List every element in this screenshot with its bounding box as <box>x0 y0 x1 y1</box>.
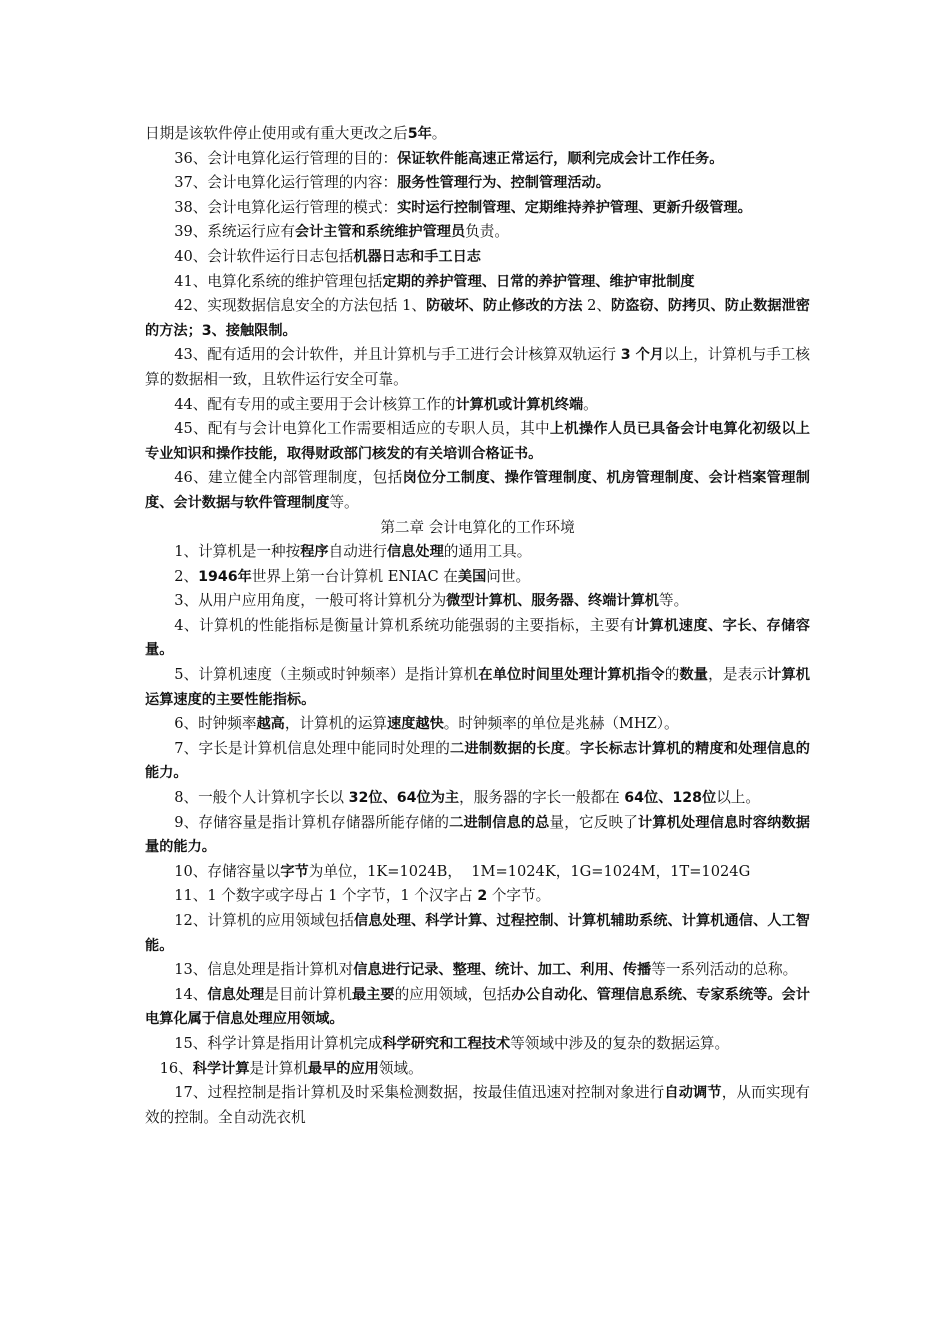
text-segment: 为单位，1K=1024B， 1M=1024K，1G=1024M，1T=1024G <box>308 862 751 880</box>
bold-text: 64位、128位 <box>624 790 717 807</box>
bold-text: 科学计算 <box>192 1060 250 1077</box>
chapter-title <box>145 516 810 541</box>
bold-text: 5年 <box>407 126 432 142</box>
bold-text: 岗位分工制度、操作管理制度、机房管理制度、会计档案管理制度、会计数据与软件管理制度 <box>145 470 810 511</box>
list-item <box>145 171 810 196</box>
bold-text: 机器日志和手工日志 <box>353 248 481 265</box>
text-segment: 4、计算机的性能指标是衡量计算机系统功能强弱的主要指标，主要有 <box>174 616 635 634</box>
text-segment: 45、配有与会计电算化工作需要相适应的专职人员，其中 <box>174 420 550 438</box>
text-segment: 46、建立健全内部管理制度，包括 <box>174 469 403 487</box>
text-segment: 17、过程控制是指计算机及时采集检测数据，按最佳值迅速对控制对象进行 <box>174 1084 665 1102</box>
text-segment: 。 <box>431 125 447 142</box>
text-segment: 7、字长是计算机信息处理中能同时处理的 <box>174 739 451 757</box>
bold-text: 字长标志计算机的精度和处理信息的能力。 <box>145 740 810 782</box>
bold-text: 越高 <box>256 716 285 733</box>
bold-text: 实时运行控制管理、定期维持养护管理、更新升级管理。 <box>397 199 752 216</box>
bold-text: 信息处理 <box>387 544 444 561</box>
list-item <box>145 589 810 614</box>
text-segment: 13、信息处理是指计算机对 <box>174 961 354 979</box>
bold-text: 二进制数据的长度 <box>450 740 566 757</box>
list-item <box>145 712 810 737</box>
bold-text: 会计主管和系统维护管理员 <box>294 224 466 241</box>
list-item <box>145 343 810 392</box>
list-item <box>145 196 810 221</box>
bold-text: 1946年 <box>198 568 252 585</box>
text-segment: 12、计算机的应用领域包括 <box>174 912 355 929</box>
list-item <box>145 1081 810 1130</box>
bold-text: 2 <box>477 888 488 905</box>
text-segment: 负责。 <box>465 223 509 241</box>
list-item <box>145 1032 810 1057</box>
text-segment: 。 <box>565 739 580 757</box>
text-segment: 11、1 个数字或字母占 1 个字节，1 个汉字占 <box>174 887 478 905</box>
text-segment: 37、会计电算化运行管理的内容： <box>174 174 398 192</box>
bold-text: 计算机或计算机终端 <box>455 396 584 413</box>
bold-text: 办公自动化、管理信息系统、专家系统等。会计电算化属于信息处理应用领域。 <box>145 986 810 1028</box>
bold-text: 上机操作人员已具备会计电算化初级以上专业知识和操作技能，取得财政部门核发的有关培训合格证书。 <box>145 421 810 462</box>
list-item <box>145 417 810 466</box>
text-segment: 。 <box>583 395 598 413</box>
text-segment: 的 <box>664 666 680 684</box>
bold-text: 自动调节 <box>664 1085 722 1102</box>
text-segment: 1、计算机是一种按 <box>174 543 301 561</box>
text-segment: 等一系列活动的总称。 <box>651 961 798 979</box>
text-segment: 是计算机 <box>249 1059 308 1077</box>
list-item <box>145 811 810 860</box>
bold-text: 信息处理、科学计算、过程控制、计算机辅助系统、计算机通信、人工智能。 <box>145 913 810 954</box>
bold-text: 信息进行记录、整理、统计、加工、利用、传播 <box>353 962 652 979</box>
list-item <box>145 860 810 885</box>
bold-text: 二进制信息的总 <box>449 814 550 831</box>
text-segment: 个字节。 <box>487 887 551 905</box>
list-item <box>145 466 810 515</box>
list-item <box>145 1057 810 1082</box>
text-segment: 15、科学计算是指用计算机完成 <box>174 1034 383 1052</box>
bold-text: 服务性管理行为、控制管理活动。 <box>397 175 610 192</box>
bold-text: 保证软件能高速正常运行，顺利完成会计工作任务。 <box>397 150 724 167</box>
list-item <box>145 245 810 270</box>
list-item <box>145 786 810 811</box>
text-segment: 42、实现数据信息安全的方法包括 1、 <box>174 297 427 315</box>
bold-text: 程序 <box>300 544 329 561</box>
text-segment: 41、电算化系统的维护管理包括 <box>174 272 383 290</box>
bold-text: 在单位时间里处理计算机指令 <box>478 667 665 684</box>
text-segment: ，是表示 <box>708 666 768 684</box>
text-segment: 以上。 <box>716 789 760 807</box>
list-item <box>145 983 810 1032</box>
text-segment: 。时钟频率的单位是兆赫（MHZ）。 <box>443 715 679 733</box>
text-segment: 世界上第一台计算机 ENIAC 在 <box>251 567 458 585</box>
bold-text: 数量 <box>679 667 709 684</box>
text-segment: 6、时钟频率 <box>174 715 257 733</box>
list-item <box>145 663 810 712</box>
list-item <box>145 393 810 418</box>
text-segment: 自动进行 <box>328 543 388 561</box>
text-segment: 等。 <box>659 592 689 610</box>
bold-text: 计算机速度、字长、存储容量。 <box>145 617 810 659</box>
text-segment: 10、存储容量以 <box>174 862 281 880</box>
bold-text: 微型计算机、服务器、终端计算机 <box>446 593 659 610</box>
text-segment: 38、会计电算化运行管理的模式： <box>174 198 398 216</box>
list-item <box>145 220 810 245</box>
text-segment: 9、存储容量是指计算机存储器所能存储的 <box>174 813 450 831</box>
bold-text: 32位、64位为主 <box>348 790 460 807</box>
list-item <box>145 737 810 786</box>
text-segment: 等领域中涉及的复杂的数据运算。 <box>510 1034 730 1052</box>
text-segment: 39、系统运行应有 <box>174 223 295 241</box>
bold-text: 防破坏、防止修改的方法 <box>426 298 583 315</box>
text-segment: ，计算机的运算 <box>284 715 388 733</box>
bold-text: 信息处理 <box>207 986 265 1003</box>
text-segment: 的应用领域，包括 <box>394 985 512 1003</box>
text-segment: 以上，计算机与手工核算的数据相一致，且软件运行安全可靠。 <box>145 346 810 388</box>
text-segment: 5、计算机速度（主频或时钟频率）是指计算机 <box>174 666 479 684</box>
bold-text: 计算机处理信息时容纳数据量的能力。 <box>145 814 810 856</box>
bold-text: 最主要 <box>351 986 395 1003</box>
text-segment: 问世。 <box>486 567 531 585</box>
bold-text: 字节 <box>280 863 309 880</box>
text-segment: 量，它反映了 <box>549 813 639 831</box>
text-segment: 44、配有专用的或主要用于会计核算工作的 <box>174 395 456 413</box>
list-item <box>145 147 810 172</box>
text-segment: 16、 <box>159 1059 193 1077</box>
text-segment: 2、 <box>174 567 199 585</box>
document-page <box>145 122 810 1130</box>
bold-text: 速度越快 <box>387 716 444 733</box>
text-segment: 的通用工具。 <box>443 543 532 561</box>
text-segment: 40、会计软件运行日志包括 <box>174 247 354 265</box>
list-item <box>145 540 810 565</box>
text-segment: ，从而实现有效的控制。全自动洗衣机 <box>145 1084 810 1126</box>
bold-text: 计算机运算速度的主要性能指标。 <box>145 667 810 708</box>
text-segment: ，服务器的字长一般都在 <box>459 789 625 807</box>
text-segment: 是目前计算机 <box>264 985 352 1003</box>
text-segment: 8、一般个人计算机字长以 <box>174 789 349 807</box>
list-item <box>145 958 810 983</box>
text-segment: 36、会计电算化运行管理的目的： <box>174 149 398 167</box>
bold-text: 防盗窃、防拷贝、防止数据泄密的方法；3、接触限制。 <box>145 298 810 339</box>
list-item <box>145 270 810 295</box>
text-segment: 等。 <box>329 493 359 511</box>
text-segment: 14、 <box>174 985 208 1003</box>
bold-text: 定期的养护管理、日常的养护管理、维护审批制度 <box>382 273 695 290</box>
text-segment: 2、 <box>582 297 612 315</box>
bold-text: 3 个月 <box>620 347 664 364</box>
text-segment: 日期是该软件停止使用或有重大更改之后 <box>145 125 408 142</box>
bold-text: 科学研究和工程技术 <box>382 1035 511 1052</box>
list-item <box>145 122 810 147</box>
text-segment: 3、从用户应用角度，一般可将计算机分为 <box>174 592 447 610</box>
bold-text: 最早的应用 <box>307 1060 379 1077</box>
text-segment: 领域。 <box>378 1059 423 1077</box>
text-segment: 第二章 会计电算化的工作环境 <box>380 518 575 536</box>
list-item <box>145 614 810 663</box>
list-item <box>145 565 810 590</box>
text-segment: 43、配有适用的会计软件，并且计算机与手工进行会计核算双轨运行 <box>174 346 621 364</box>
list-item <box>145 909 810 958</box>
list-item <box>145 294 810 343</box>
list-item <box>145 884 810 909</box>
bold-text: 美国 <box>457 568 487 585</box>
